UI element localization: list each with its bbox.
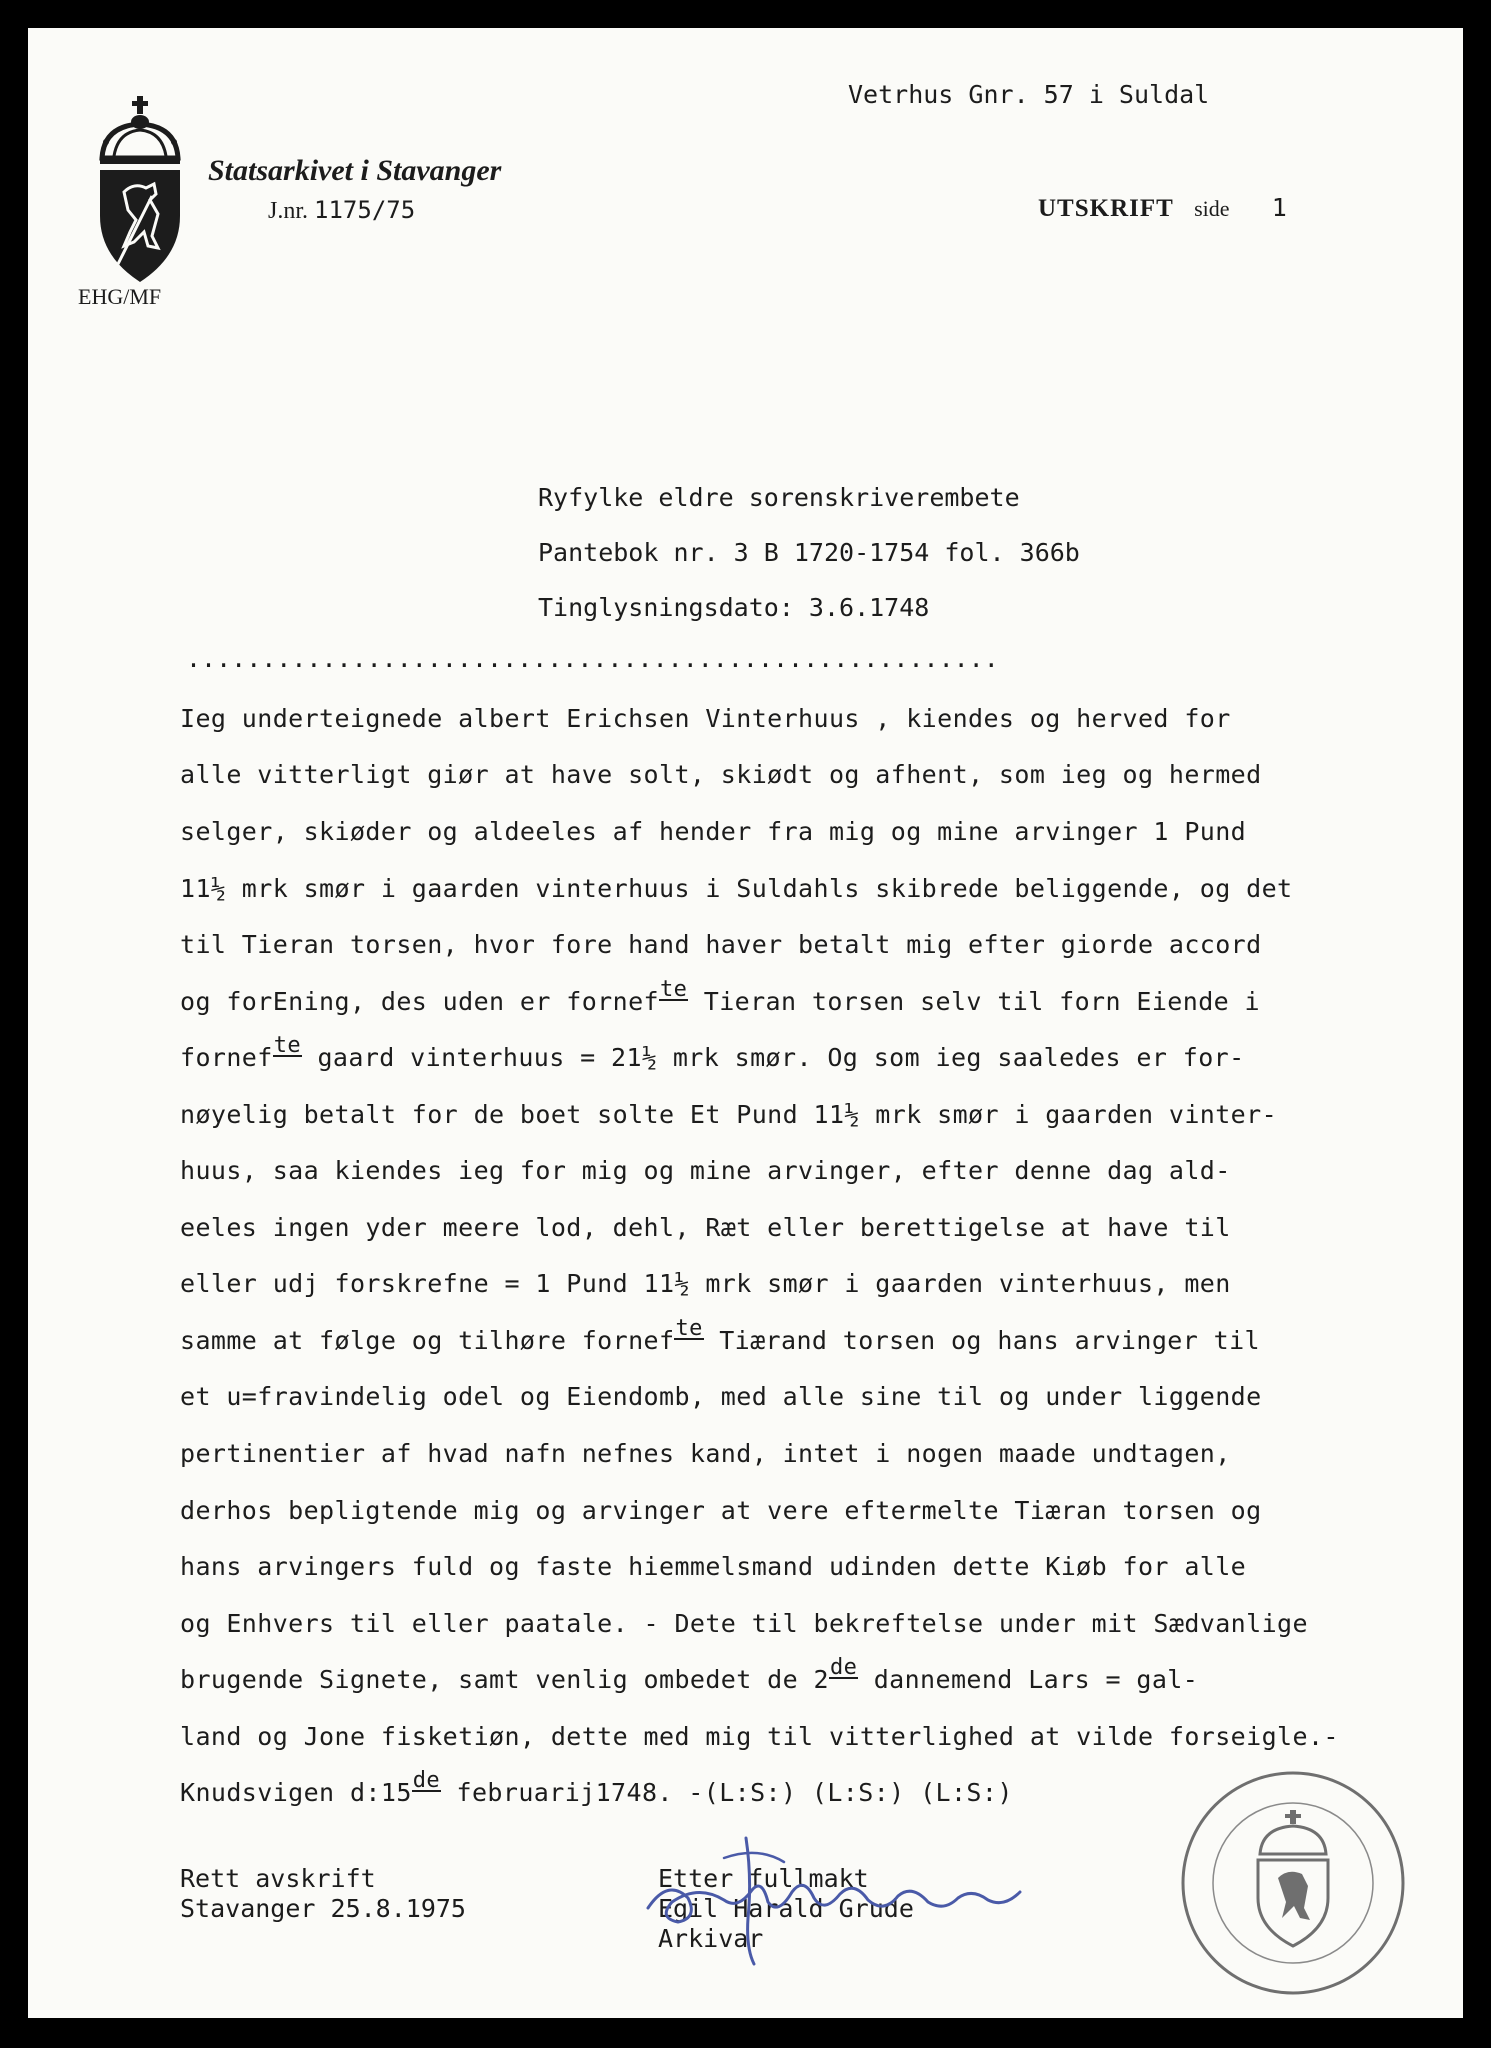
- body-line: [180, 1655, 1199, 1694]
- farm-reference: Vetrhus Gnr. 57 i Suldal: [848, 80, 1210, 109]
- coat-of-arms-icon: [94, 96, 186, 284]
- certified-copy: Rett avskrift: [180, 1864, 376, 1893]
- body-line: eeles ingen yder meere lod, dehl, Ræt eller berettigelse at have til: [180, 1213, 1231, 1242]
- body-line: eller udj forskrefne = 1 Pund 11½ mrk smør i gaarden vinterhuus, men: [180, 1269, 1231, 1298]
- body-line: et u=fravindelig odel og Eiendomb, med alle sine til og under liggende: [180, 1382, 1262, 1411]
- body-line: til Tieran torsen, hvor fore hand haver betalt mig efter giorde accord: [180, 930, 1262, 959]
- body-text: fornef: [180, 1043, 273, 1072]
- initials: EHG/MF: [78, 284, 162, 309]
- body-text: dannemend Lars = gal-: [858, 1665, 1199, 1694]
- body-line: huus, saa kiendes ieg for mig og mine arvinger, efter denne dag ald-: [180, 1156, 1231, 1185]
- archivist-name: Egil Harald Grude: [658, 1894, 914, 1923]
- superscript: de: [829, 1655, 858, 1680]
- body-text: og forEning, des uden er fornef: [180, 987, 659, 1016]
- side-label: side: [1194, 196, 1230, 221]
- body-line: land og Jone fisketiøn, dette med mig til vitterlighed at vilde forseigle.-: [180, 1722, 1339, 1751]
- journal-number: [268, 196, 415, 225]
- superscript: de: [412, 1768, 441, 1793]
- body-line: 11½ mrk smør i gaarden vinterhuus i Suldahls skibrede beliggende, og det: [180, 874, 1293, 903]
- utskrift-label: UTSKRIFT: [1038, 195, 1174, 222]
- body-text: gaard vinterhuus = 21½ mrk smør. Og som ieg saaledes er for-: [302, 1043, 1245, 1072]
- office-heading: Ryfylke eldre sorenskriverembete: [538, 483, 1020, 512]
- utskrift-header: [1038, 193, 1287, 223]
- body-line: nøyelig betalt for de boet solte Et Pund 11½ mrk smør i gaarden vinter-: [180, 1100, 1278, 1129]
- page-number: 1: [1271, 193, 1287, 222]
- body-line: [180, 977, 1260, 1016]
- place-date: Stavanger 25.8.1975: [180, 1894, 466, 1923]
- body-text: brugende Signete, samt venlig ombedet de 2: [180, 1665, 829, 1694]
- book-heading: Pantebok nr. 3 B 1720-1754 fol. 366b: [538, 538, 1080, 567]
- archive-seal-icon: [1178, 1768, 1408, 1998]
- body-line: hans arvingers fuld og faste hiemmelsmand udinden dette Kiøb for alle: [180, 1552, 1247, 1581]
- dotted-separator: ......................................................: [186, 644, 999, 673]
- archivist-title: Arkivar: [658, 1924, 764, 1953]
- seal-text: [1213, 2008, 1227, 2009]
- superscript: te: [660, 977, 688, 1002]
- body-line: selger, skiøder og aldeeles af hender fra mig og mine arvinger 1 Pund: [180, 817, 1247, 846]
- date-heading: Tinglysningsdato: 3.6.1748: [538, 593, 930, 622]
- institution-name: Statsarkivet i Stavanger: [208, 154, 502, 187]
- body-text: Tieran torsen selv til forn Eiende i: [688, 987, 1260, 1016]
- body-text: Tiærand torsen og hans arvinger til: [703, 1326, 1260, 1355]
- body-text: samme at følge og tilhøre fornef: [180, 1326, 675, 1355]
- superscript: te: [675, 1316, 703, 1341]
- body-line: derhos bepligtende mig og arvinger at vere eftermelte Tiæran torsen og: [180, 1496, 1262, 1525]
- body-line: Ieg underteignede albert Erichsen Vinterhuus , kiendes og herved for: [180, 704, 1231, 733]
- signature-icon: [628, 1818, 1048, 1968]
- authority: Etter fullmakt: [658, 1864, 869, 1893]
- body-line: alle vitterligt giør at have solt, skiødt og afhent, som ieg og hermed: [180, 760, 1262, 789]
- body-line: [180, 1033, 1245, 1072]
- journal-number-value: 1175/75: [314, 196, 416, 224]
- body-line: [180, 1768, 1013, 1807]
- body-line: [180, 1316, 1260, 1355]
- body-text: Knudsvigen d:15: [180, 1778, 412, 1807]
- body-line: og Enhvers til eller paatale. - Dete til bekreftelse under mit Sædvanlige: [180, 1609, 1308, 1638]
- body-line: pertinentier af hvad nafn nefnes kand, intet i nogen maade undtagen,: [180, 1439, 1231, 1468]
- superscript: te: [273, 1033, 302, 1058]
- body-text: februarij1748. -(L:S:) (L:S:) (L:S:): [441, 1778, 1013, 1807]
- document-page: [28, 28, 1463, 2018]
- journal-number-label: J.nr.: [268, 198, 309, 224]
